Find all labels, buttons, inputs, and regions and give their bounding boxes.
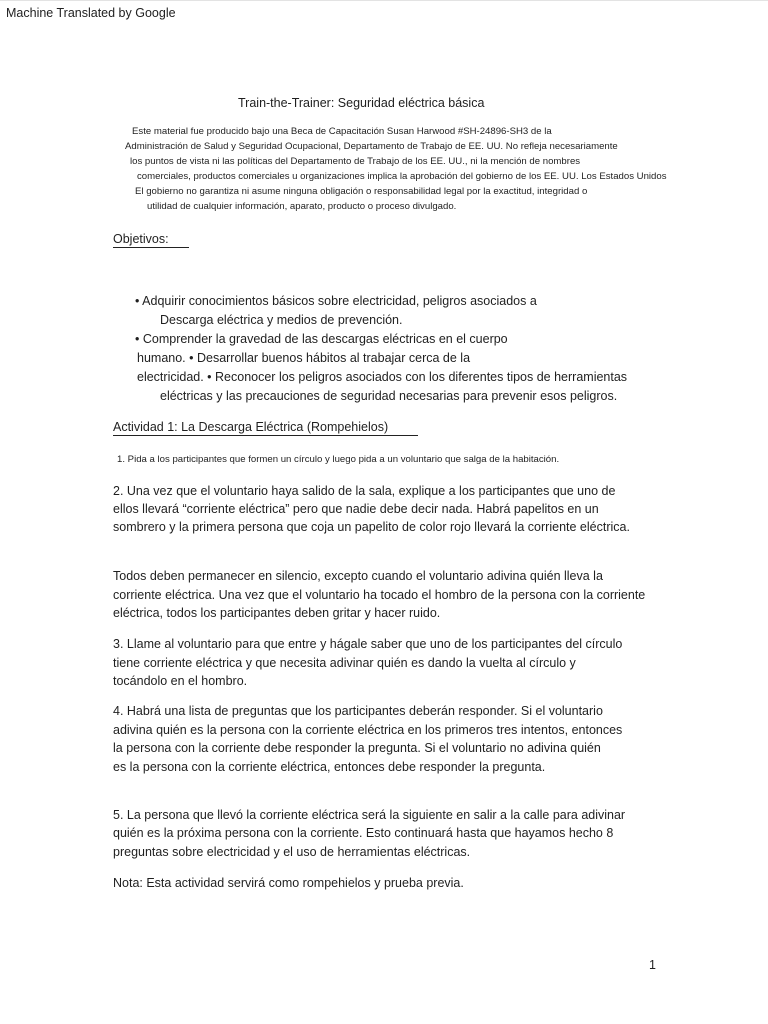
- step-line: 4. Habrá una lista de preguntas que los participantes deberán responder. Si el voluntario: [113, 704, 603, 718]
- objective-line: Descarga eléctrica y medios de prevención.: [160, 313, 403, 327]
- step-line: ellos llevará “corriente eléctrica” pero que nadie debe decir nada. Habrá papelitos en un: [113, 502, 599, 516]
- page-number: 1: [649, 958, 656, 972]
- disclaimer-line: utilidad de cualquier información, aparato, producto o proceso divulgado.: [147, 201, 457, 212]
- step-line: la persona con la corriente debe responder la pregunta. Si el voluntario no adivina quién: [113, 741, 601, 755]
- step-line: tiene corriente eléctrica y que necesita adivinar quién es dando la vuelta al círculo y: [113, 656, 576, 670]
- disclaimer-line: Administración de Salud y Seguridad Ocupacional, Departamento de Trabajo de EE. UU. No refleja necesariamente: [125, 141, 618, 152]
- disclaimer-line: los puntos de vista ni las políticas del Departamento de Trabajo de los EE. UU., ni la mención de nombres: [130, 156, 581, 167]
- activity-step-1: 1. Pida a los participantes que formen un círculo y luego pida a un voluntario que salga de la habitación.: [117, 454, 560, 465]
- objective-line: • Adquirir conocimientos básicos sobre electricidad, peligros asociados a: [135, 294, 537, 308]
- step-line: 5. La persona que llevó la corriente eléctrica será la siguiente en salir a la calle para adivinar: [113, 808, 626, 822]
- activity-note: Nota: Esta actividad servirá como rompehielos y prueba previa.: [113, 876, 464, 890]
- disclaimer-line: comerciales, productos comerciales u organizaciones implica la aprobación del gobierno de los EE. UU. Los Estados Unidos: [137, 171, 667, 182]
- step-line: corriente eléctrica. Una vez que el voluntario ha tocado el hombro de la persona con la corriente: [113, 588, 646, 602]
- page-top-border: [0, 0, 768, 1]
- activity-heading: Actividad 1: La Descarga Eléctrica (Rompehielos): [113, 420, 418, 436]
- disclaimer-line: El gobierno no garantiza ni asume ninguna obligación o responsabilidad legal por la exactitud, integridad o: [135, 186, 588, 197]
- step-line: adivina quién es la persona con la corriente eléctrica en los primeros tres intentos, entonces: [113, 723, 623, 737]
- objective-line: eléctricas y las precauciones de seguridad necesarias para prevenir esos peligros.: [160, 389, 618, 403]
- step-line: quién es la próxima persona con la corriente. Esto continuará hasta que hayamos hecho 8: [113, 826, 614, 840]
- step-line: preguntas sobre electricidad y el uso de herramientas eléctricas.: [113, 845, 471, 859]
- step-line: es la persona con la corriente eléctrica, entonces debe responder la pregunta.: [113, 760, 546, 774]
- machine-translation-label: Machine Translated by Google: [6, 6, 176, 20]
- step-line: Todos deben permanecer en silencio, excepto cuando el voluntario adivina quién lleva la: [113, 569, 603, 583]
- objective-line: humano. • Desarrollar buenos hábitos al trabajar cerca de la: [137, 351, 471, 365]
- step-line: eléctrica, todos los participantes deben gritar y hacer ruido.: [113, 606, 441, 620]
- objectives-heading: Objetivos:: [113, 232, 189, 248]
- objective-line: electricidad. • Reconocer los peligros asociados con los diferentes tipos de herramientas: [137, 370, 628, 384]
- objective-line: • Comprender la gravedad de las descargas eléctricas en el cuerpo: [135, 332, 508, 346]
- step-line: tocándolo en el hombro.: [113, 674, 248, 688]
- document-title: Train-the-Trainer: Seguridad eléctrica básica: [238, 96, 485, 110]
- step-line: 3. Llame al voluntario para que entre y hágale saber que uno de los participantes del círculo: [113, 637, 623, 651]
- disclaimer-line: Este material fue producido bajo una Beca de Capacitación Susan Harwood #SH-24896-SH3 de la: [132, 126, 552, 137]
- step-line: sombrero y la primera persona que coja un papelito de color rojo llevará la corriente eléctrica.: [113, 520, 630, 534]
- step-line: 2. Una vez que el voluntario haya salido de la sala, explique a los participantes que uno de: [113, 484, 616, 498]
